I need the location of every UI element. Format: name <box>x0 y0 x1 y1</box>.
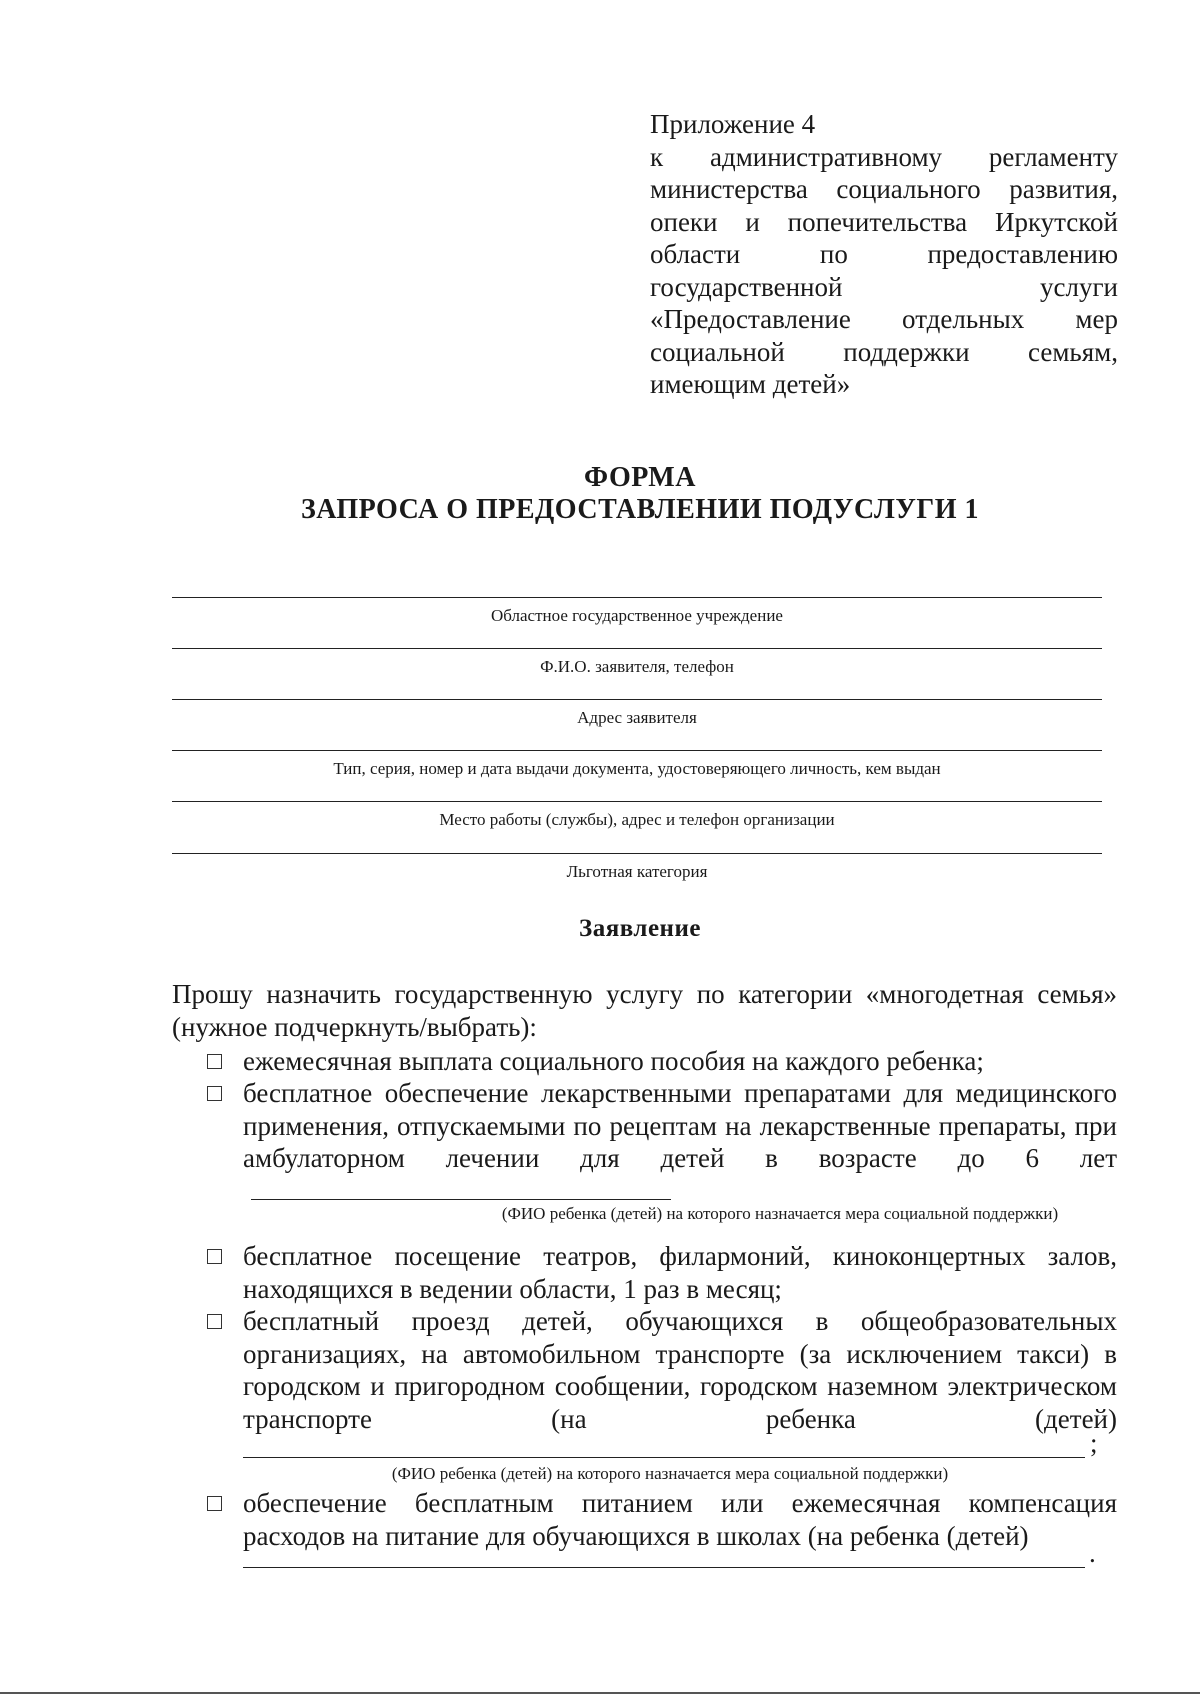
option-text <box>243 1077 1117 1207</box>
field-terminator: . <box>1089 1538 1096 1568</box>
child-name-field[interactable] <box>251 1177 671 1200</box>
option-checkbox[interactable] <box>207 1054 222 1069</box>
option-checkbox[interactable] <box>207 1496 222 1511</box>
field-terminator: ; <box>1090 1428 1098 1458</box>
option-item <box>207 1240 1117 1305</box>
field-line-benefit-category[interactable] <box>172 853 1102 854</box>
field-line-institution[interactable] <box>172 597 1102 598</box>
field-caption-workplace: Место работы (службы), адрес и телефон организации <box>439 810 835 829</box>
form-title-line-1: ФОРМА <box>584 462 696 493</box>
option-text: бесплатный проезд детей, обучающихся в общеобразовательных организациях, на автомобильном транспорте (за исключением такси) в городском и пригородном сообщении, городском наземном электрическом транспорте (на ребенка (детей) <box>243 1306 1117 1434</box>
field-caption-institution: Областное государственное учреждение <box>491 606 783 625</box>
child-name-field[interactable] <box>243 1567 1085 1568</box>
field-caption-applicant-name: Ф.И.О. заявителя, телефон <box>540 657 734 676</box>
field-line-address[interactable] <box>172 699 1102 700</box>
option-item <box>207 1487 1117 1552</box>
option-checkbox[interactable] <box>207 1314 222 1329</box>
form-title-line-2: ЗАПРОСА О ПРЕДОСТАВЛЕНИИ ПОДУСЛУГИ 1 <box>301 494 979 525</box>
option-checkbox[interactable] <box>207 1249 222 1264</box>
option-text: ежемесячная выплата социального пособия на каждого ребенка; <box>243 1046 984 1076</box>
field-line-applicant-name[interactable] <box>172 648 1102 649</box>
option-item <box>207 1077 1117 1207</box>
statement-title: Заявление <box>579 915 701 942</box>
field-line-workplace[interactable] <box>172 801 1102 802</box>
option-checkbox[interactable] <box>207 1086 222 1101</box>
annex-block <box>650 108 1118 401</box>
option-text: бесплатное посещение театров, филармоний, киноконцертных залов, находящихся в ведении области, 1 раз в месяц; <box>243 1241 1117 1304</box>
annex-title: Приложение 4 <box>650 109 816 139</box>
option-text: обеспечение бесплатным питанием или ежемесячная компенсация расходов на питание для обучающихся в школах (на ребенка (детей) <box>243 1488 1117 1551</box>
field-caption-id-document: Тип, серия, номер и дата выдачи документа, удостоверяющего личность, кем выдан <box>333 759 941 778</box>
child-name-caption: (ФИО ребенка (детей) на которого назначается мера социальной поддержки) <box>501 1204 1059 1223</box>
child-name-field[interactable] <box>243 1457 1085 1458</box>
field-caption-benefit-category: Льготная категория <box>566 862 708 881</box>
option-item <box>207 1045 1117 1078</box>
statement-intro: Прошу назначить государственную услугу по категории «многодетная семья» (нужное подчеркнуть/выбрать): <box>172 979 1117 1042</box>
field-caption-address: Адрес заявителя <box>577 708 697 727</box>
field-line-id-document[interactable] <box>172 750 1102 751</box>
annex-body: к административному регламенту министерства социального развития, опеки и попечительства Иркутской области по предоставлению государственной услуги «Предоставление отдельных мер социальной поддержки семьям, имеющим детей» <box>650 141 1118 399</box>
scan-edge-divider <box>0 1692 1200 1694</box>
child-name-caption: (ФИО ребенка (детей) на которого назначается мера социальной поддержки) <box>391 1464 949 1483</box>
option-text-body: бесплатное обеспечение лекарственными препаратами для медицинского применения, отпускаемыми по рецептам на лекарственные препараты, при амбулаторном лечении для детей в возрасте до 6 лет <box>243 1078 1117 1173</box>
option-item <box>207 1305 1117 1435</box>
